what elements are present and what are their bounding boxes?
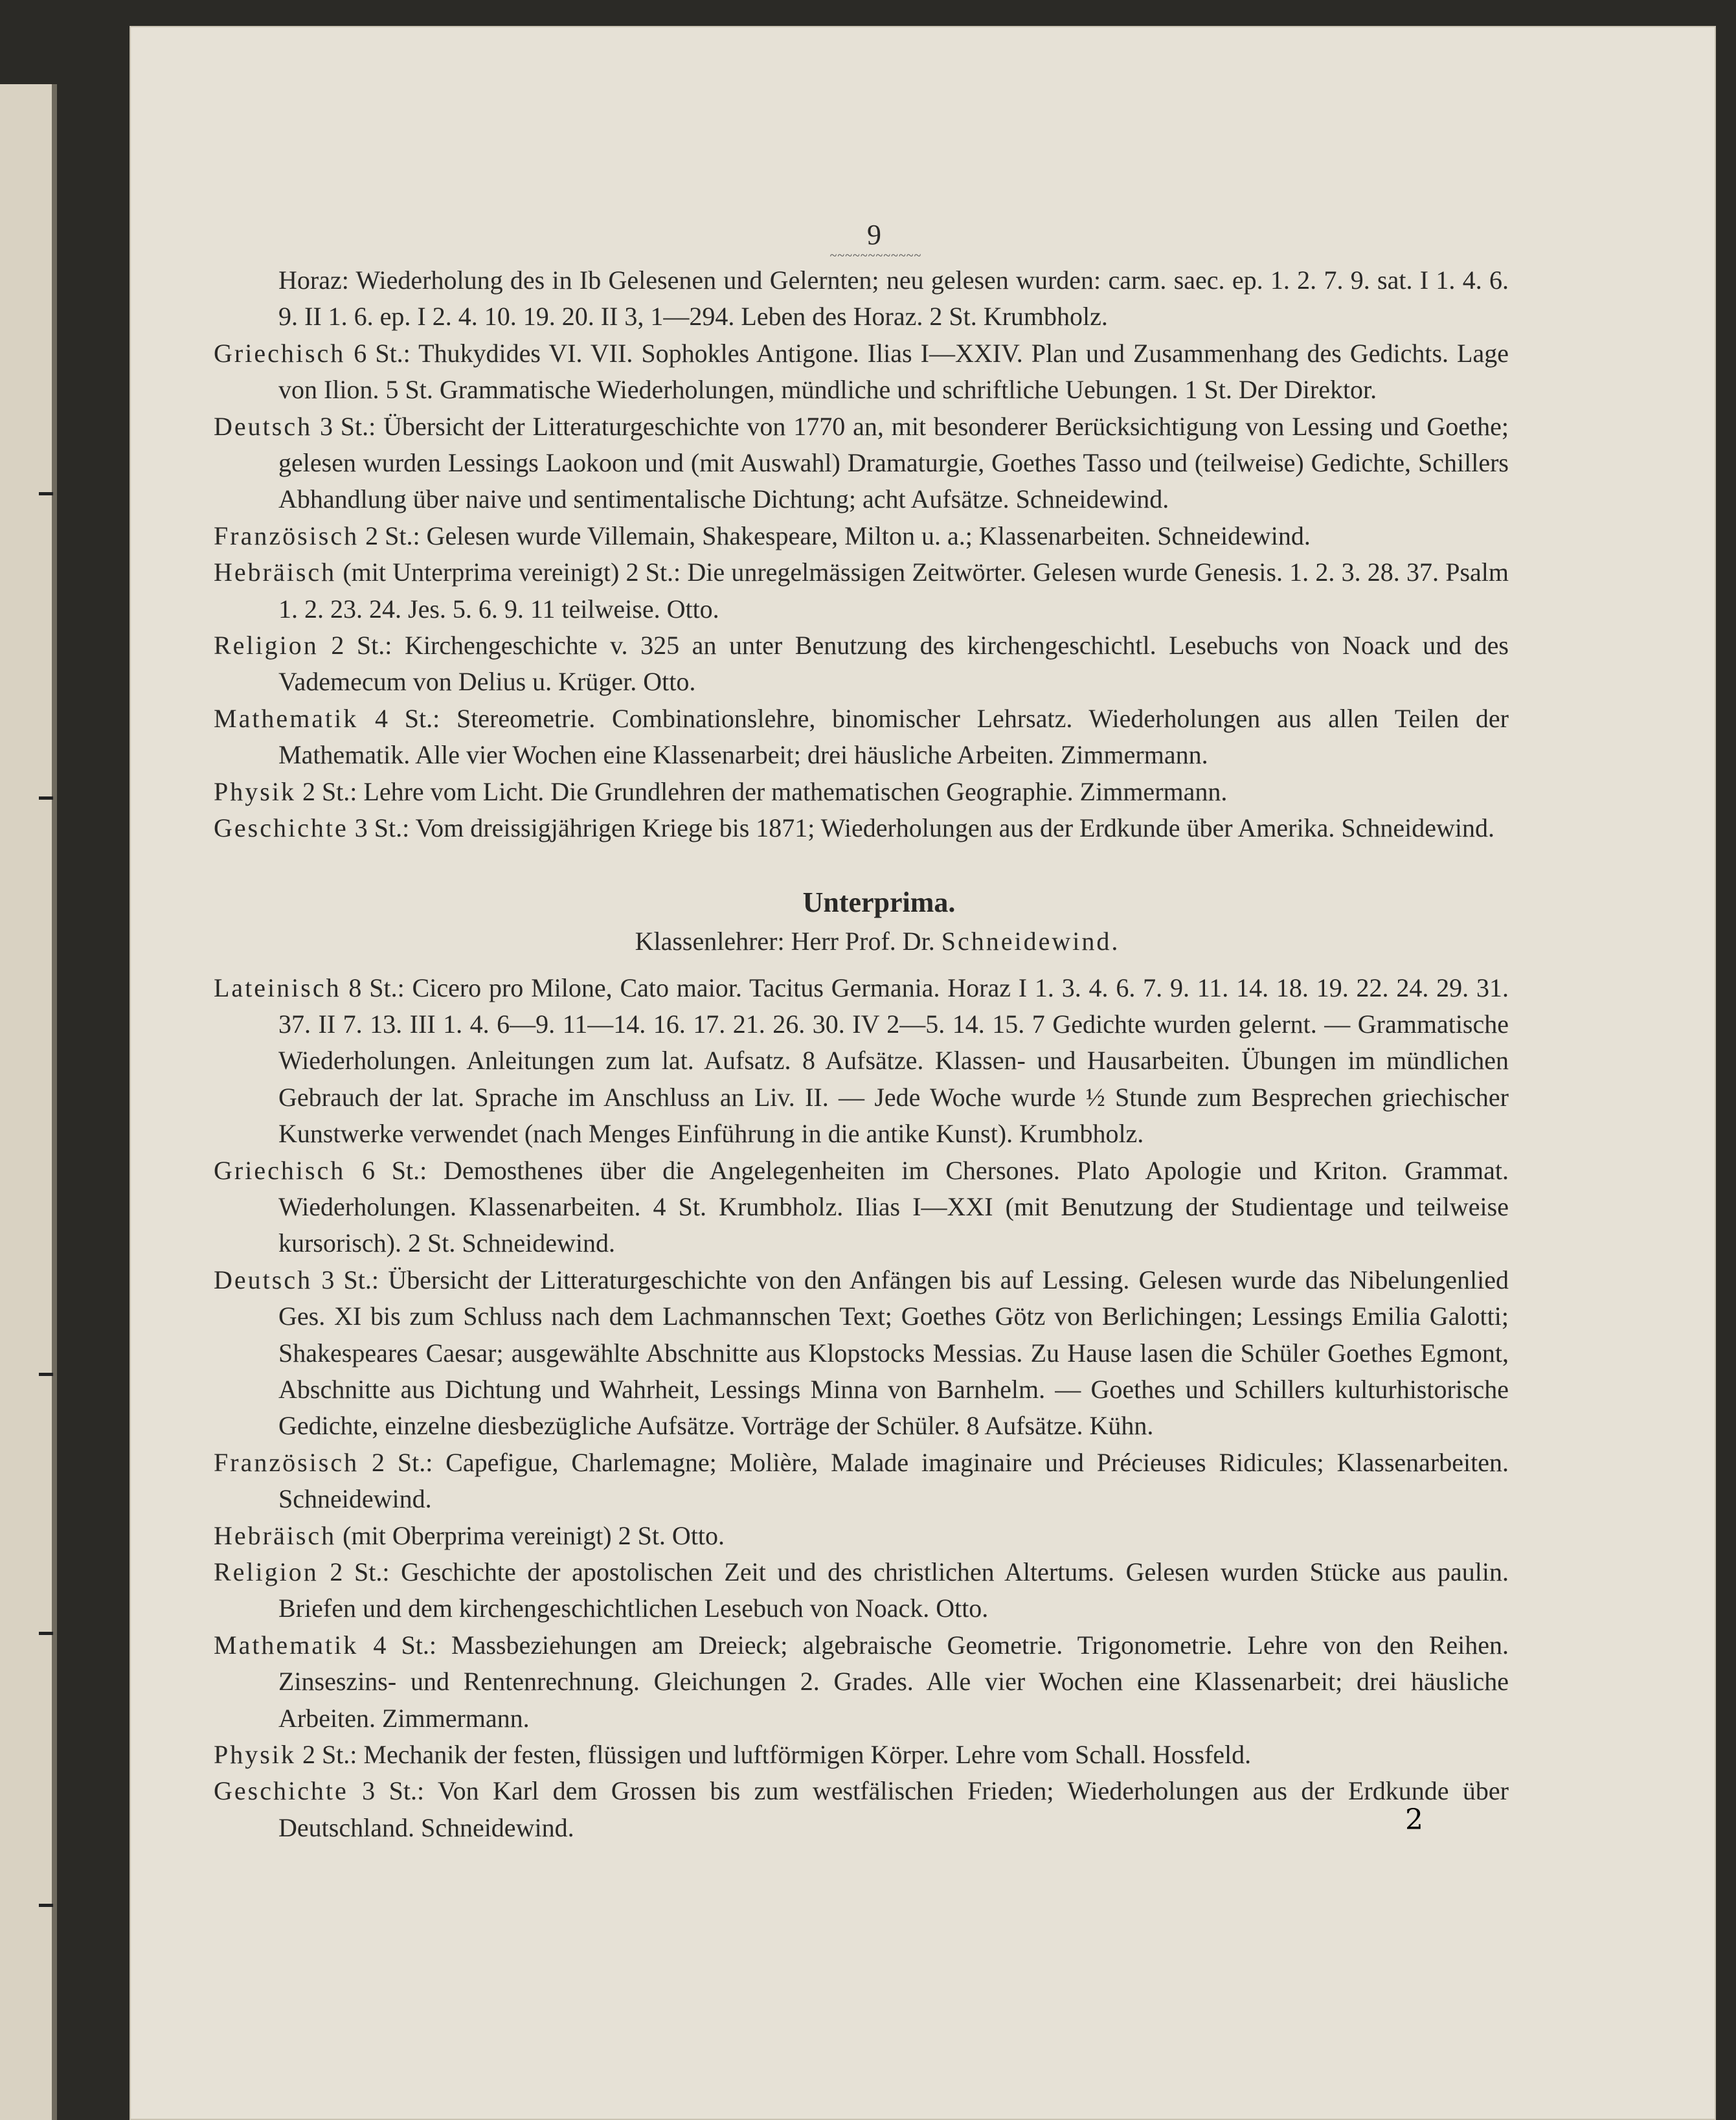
subject-description: 8 St.: Cicero pro Milone, Cato maior. Tacitus Germania. Horaz I 1. 3. 4. 6. 7. 9. 11. 14. 18. 19. 22. 24. 29. 31. 37. II 7. 13. III 1. 4. 6—9. 11—14. 16. 17. 21. 26. 30. IV 2—5. 14. 15. 7 Gedichte wurden gelernt. — Grammatische Wiederholungen. Anleitungen zum lat. Aufsatz. 8 Aufsätze. Klassen- und Hausarbeiten. Übungen im mündlichen Gebrauch der lat. Sprache im Anschluss an Liv. II. — Jede Woche wurde ½ Stunde zum Besprechen griechischer Kunstwerke verwendet (nach Menges Einführung in die antike Kunst). Krumbholz. [278, 973, 1509, 1149]
signature-mark: 2 [1405, 1803, 1423, 1836]
subject-entry [214, 1153, 1509, 1262]
class-teacher-name: Schneidewind. [941, 926, 1120, 956]
subject-entry [214, 1773, 1509, 1846]
subject-entry [214, 810, 1509, 846]
subject-entry [214, 554, 1509, 627]
subject-name: Geschichte [214, 813, 348, 843]
subject-name: Mathematik [214, 1630, 359, 1660]
subject-description: 3 St.: Übersicht der Litteraturgeschichte von 1770 an, mit besonderer Berücksichtigung von Lessing und Goethe; gelesen wurden Lessings Laokoon und (mit Auswahl) Dramaturgie, Goethes Tasso und (teilweise) Gedichte, Schillers Abhandlung über naive und sentimentalische Dichtung; acht Aufsätze. Schneidewind. [278, 411, 1509, 514]
subject-name: Religion [214, 631, 319, 660]
subject-name: Lateinisch [214, 973, 341, 1002]
subject-name: Französisch [214, 521, 359, 550]
subject-name: Griechisch [214, 338, 346, 368]
document-page [130, 26, 1716, 2120]
margin-mark [39, 1632, 53, 1635]
subject-description: 3 St.: Übersicht der Litteraturgeschichte von den Anfängen bis auf Lessing. Gelesen wurde das Nibelungenlied Ges. XI bis zum Schluss nach dem Lachmannschen Text; Goethes Götz von Berlichingen; Lessings Emilia Galotti; Shakespeares Caesar; ausgewählte Abschnitte aus Klopstocks Messias. Zu Hause lasen die Schüler Goethes Egmont, Abschnitte aus Dichtung und Wahrheit, Lessings Minna von Barnhelm. — Goethes und Schillers kulturhistorische Gedichte, einzelne diesbezügliche Aufsätze. Vorträge der Schüler. 8 Aufsätze. Kühn. [278, 1265, 1509, 1441]
margin-mark [39, 492, 53, 495]
subject-entry [214, 701, 1509, 774]
subject-entry [214, 627, 1509, 701]
subject-name: Französisch [214, 1447, 359, 1477]
subject-name: Physik [214, 1740, 296, 1770]
subject-entry [214, 970, 1509, 1153]
subject-entry [214, 1554, 1509, 1627]
subject-description: 3 St.: Von Karl dem Grossen bis zum westfälischen Frieden; Wiederholungen aus der Erdkunde über Deutschland. Schneidewind. [278, 1776, 1509, 1842]
subject-name: Religion [214, 1557, 319, 1586]
subject-entry [214, 1445, 1509, 1518]
oberprima-curriculum [214, 335, 1509, 847]
subject-name: Hebräisch [214, 558, 337, 587]
subject-name: Physik [214, 776, 296, 806]
subject-description: 3 St.: Vom dreissigjährigen Kriege bis 1871; Wiederholungen aus der Erdkunde über Amerika. Schneidewind. [348, 813, 1494, 843]
subject-description: 4 St.: Massbeziehungen am Dreieck; algebraische Geometrie. Trigonometrie. Lehre von den Reihen. Zinseszins- und Rentenrechnung. Gleichungen 2. Grades. Alle vier Wochen eine Klassenarbeit; drei häusliche Arbeiten. Zimmermann. [278, 1630, 1509, 1733]
page-content [214, 217, 1509, 1846]
subject-entry [214, 1518, 1509, 1554]
binding-shadow [52, 84, 57, 2120]
subject-name: Hebräisch [214, 1520, 337, 1550]
subject-entry [214, 1737, 1509, 1773]
subject-entry [214, 335, 1509, 409]
margin-mark [39, 796, 53, 800]
subject-description: 2 St.: Kirchengeschichte v. 325 an unter Benutzung des kirchengeschichtl. Lesebuchs von Noack und des Vademecum von Delius u. Krüger. Otto. [278, 631, 1509, 697]
page-number-ornament: ~~~~~~~~~~~~ [829, 249, 922, 263]
subject-description: 2 St.: Gelesen wurde Villemain, Shakespeare, Milton u. a.; Klassenarbeiten. Schneidewind. [359, 521, 1311, 550]
subject-description: 2 St.: Capefigue, Charlemagne; Molière, Malade imaginaire und Précieuses Ridicules; Klassenarbeiten. Schneidewind. [278, 1447, 1509, 1514]
margin-mark [39, 1904, 53, 1907]
subject-description: 2 St.: Geschichte der apostolischen Zeit und des christlichen Altertums. Gelesen wurden Stücke aus paulin. Briefen und dem kirchengeschichtlichen Lesebuch von Noack. Otto. [278, 1557, 1509, 1623]
subject-description: 4 St.: Stereometrie. Combinationslehre, binomischer Lehrsatz. Wiederholungen aus allen Teilen der Mathematik. Alle vier Wochen eine Klassenarbeit; drei häusliche Arbeiten. Zimmermann. [278, 703, 1509, 770]
subject-description: 2 St.: Lehre vom Licht. Die Grundlehren der mathematischen Geographie. Zimmermann. [295, 776, 1228, 806]
class-teacher-line [246, 922, 1509, 961]
page-number: 9 [867, 219, 881, 251]
subject-description: (mit Unterprima vereinigt) 2 St.: Die unregelmässigen Zeitwörter. Gelesen wurde Genesis. 1. 2. 3. 28. 37. Psalm 1. 2. 23. 24. Jes. 5. 6. 9. 11 teilweise. Otto. [278, 558, 1509, 624]
subject-name: Mathematik [214, 703, 359, 733]
margin-mark [39, 1373, 53, 1376]
subject-name: Griechisch [214, 1155, 346, 1185]
subject-entry [214, 518, 1509, 554]
subject-entry [214, 1627, 1509, 1737]
subject-entry [214, 1262, 1509, 1445]
subject-entry [214, 774, 1509, 810]
subject-description: 2 St.: Mechanik der festen, flüssigen und luftförmigen Körper. Lehre vom Schall. Hossfeld. [295, 1740, 1252, 1770]
horaz-continuation: Horaz: Wiederholung des in Ib Gelesenen und Gelernten; neu gelesen wurden: carm. saec. ep. 1. 2. 7. 9. sat. I 1. 4. 6. 9. II 1. 6. ep. I 2. 4. 10. 19. 20. II 3, 1—294. Leben des Horaz. 2 St. Krumbholz. [278, 265, 1509, 332]
subject-name: Geschichte [214, 1776, 348, 1806]
previous-page-edge [0, 84, 53, 2120]
subject-description: 6 St.: Demosthenes über die Angelegenheiten im Chersones. Plato Apologie und Kriton. Grammat. Wiederholungen. Klassenarbeiten. 4 St. Krumbholz. Ilias I—XXI (mit Benutzung der Studientage und teilweise kursorisch). 2 St. Schneidewind. [278, 1155, 1509, 1258]
subject-description: 6 St.: Thukydides VI. VII. Sophokles Antigone. Ilias I—XXIV. Plan und Zusammenhang des Gedichts. Lage von Ilion. 5 St. Grammatische Wiederholungen, mündliche und schriftliche Uebungen. 1 St. Der Direktor. [278, 338, 1509, 405]
subject-name: Deutsch [214, 1265, 313, 1294]
subject-name: Deutsch [214, 411, 313, 441]
section-heading: Unterprima. [802, 886, 956, 918]
subject-description: (mit Oberprima vereinigt) 2 St. Otto. [336, 1520, 725, 1550]
subject-entry [214, 409, 1509, 518]
class-teacher-label: Klassenlehrer: Herr Prof. Dr. [635, 926, 941, 956]
unterprima-curriculum [214, 970, 1509, 1847]
